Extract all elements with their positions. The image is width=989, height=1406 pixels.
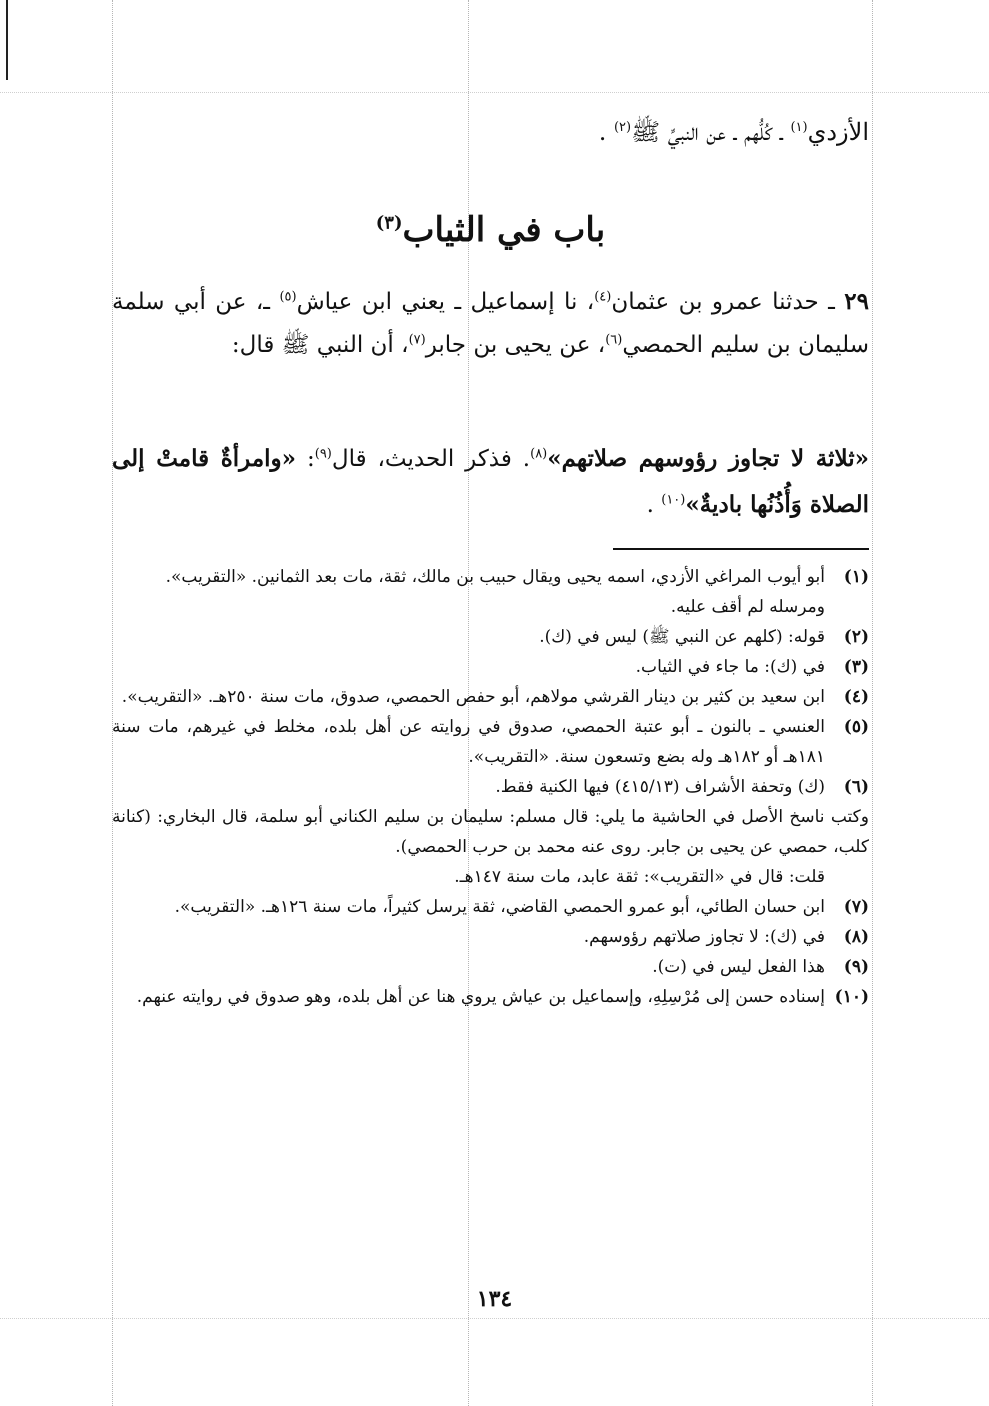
footnote-item	[112, 772, 869, 802]
footnote-item	[112, 712, 869, 772]
hadith-quote-paragraph	[112, 436, 869, 528]
section-heading	[112, 200, 869, 260]
footnote-item	[112, 652, 869, 682]
hadith-quote: «ثلاثة لا تجاوز رؤوسهم صلاتهم»	[547, 445, 869, 472]
footnote-marker: (١٠)	[661, 492, 686, 508]
scan-guide-line	[0, 92, 989, 93]
footnote-continuation: وكتب ناسخ الأصل في الحاشية ما يلي: قال مسلم: سليمان بن سليم الكناني أبو سلمة، قال البخاري: (كنانة كلب، حمصي عن يحيى بن جابر. روى عنه محمد بن حرب الحمصي).	[112, 807, 869, 857]
footnote-item	[112, 952, 869, 982]
footnote-marker: (٨)	[530, 446, 548, 462]
section-heading-text: باب في الثياب	[402, 210, 606, 250]
footnote-number: (٥)	[843, 717, 869, 737]
hadith-text: .	[646, 492, 662, 518]
footnote-text: ابن حسان الطائي، أبو عمرو الحمصي القاضي، ثقة يرسل كثيراً، مات سنة ١٢٦هـ. «التقريب».	[174, 897, 825, 917]
footnote-number: (١٠)	[834, 987, 869, 1007]
footnote-marker: (٧)	[408, 332, 426, 348]
footnote-text: في (ك): ما جاء في الثياب.	[635, 657, 825, 677]
footnote-item	[112, 622, 869, 652]
hadith-text: . فذكر الحديث، قال	[331, 446, 531, 472]
footnote-continuation: ومرسله لم أقف عليه.	[670, 597, 825, 617]
footnote-item	[112, 892, 869, 922]
hadith-text: ، أن النبي ﷺ قال:	[231, 332, 409, 358]
footnotes-section	[112, 562, 869, 1012]
continuation-line	[112, 112, 869, 152]
footnote-item	[112, 982, 869, 1012]
hadith-text: ـ، عن أبي سلمة سليمان بن سليم الحمصي	[112, 289, 869, 358]
footnote-number: (٦)	[843, 777, 869, 797]
footnote-text: أبو أيوب المراغي الأزدي، اسمه يحيى ويقال حبيب بن مالك، ثقة، مات بعد الثمانين. «التقريب».	[165, 567, 825, 587]
footnote-item	[112, 922, 869, 952]
footnote-number: (٧)	[843, 897, 869, 917]
footnote-number: (٤)	[843, 687, 869, 707]
footnote-number: (١)	[843, 567, 869, 587]
hadith-text: ، نا إسماعيل ـ يعني ابن عياش	[296, 289, 595, 315]
footnote-text: إسناده حسن إلى مُرْسِلِهِ، وإسماعيل بن عياش يروي هنا عن أهل بلده، وهو صدوق في روايته عنهم.	[136, 987, 825, 1007]
scan-guide-line	[0, 1318, 989, 1319]
continuation-text: الأزدي	[807, 118, 869, 146]
footnote-text: في (ك): لا تجاوز صلاتهم رؤوسهم.	[583, 927, 825, 947]
footnote-text: قوله: (كلهم عن النبي ﷺ) ليس في (ك).	[539, 627, 825, 647]
footnote-marker: (٩)	[314, 446, 332, 462]
hadith-quote: «وامرأةٌ قامتْ إلى الصلاة وَأُذُنُها باديةٌ»	[112, 445, 869, 518]
footnote-marker: (٣)	[375, 212, 403, 234]
footnote-text: (ك) وتحفة الأشراف (٤١٥/١٣) فيها الكنية فقط.	[495, 777, 825, 797]
footnote-text: ابن سعيد بن كثير بن دينار القرشي مولاهم، أبو حفص الحمصي، صدوق، مات سنة ٢٥٠هـ. «التقريب».	[121, 687, 825, 707]
scan-guide-line	[872, 0, 873, 1406]
footnote-text: هذا الفعل ليس في (ت).	[652, 957, 825, 977]
footnote-number: (٩)	[843, 957, 869, 977]
footnote-separator	[613, 548, 869, 550]
footnote-marker: (٦)	[605, 332, 623, 348]
footnote-number: (٨)	[843, 927, 869, 947]
footnote-marker: (١)	[790, 120, 808, 135]
continuation-text: ـ كُلُّهم ـ عن النبيِّ ﷺ	[631, 118, 791, 146]
footnote-continuation: قلت: قال في «التقريب»: ثقة عابد، مات سنة ١٤٧هـ.	[454, 867, 825, 887]
hadith-text: ـ حدثنا عمرو بن عثمان	[611, 289, 845, 315]
footnote-marker: (٤)	[594, 289, 612, 305]
hadith-text: ، عن يحيى بن جابر	[425, 332, 606, 358]
footnote-marker: (٥)	[279, 289, 297, 305]
continuation-text: .	[598, 118, 614, 146]
footnote-item	[112, 682, 869, 712]
footnote-item	[112, 562, 869, 592]
footnote-number: (٣)	[843, 657, 869, 677]
hadith-text: :	[296, 446, 315, 472]
hadith-number: ٢٩	[844, 288, 869, 315]
footnote-marker: (٢)	[613, 120, 632, 135]
footnote-text: العنسي ـ بالنون ـ أبو عتبة الحمصي، صدوق في روايته عن أهل بلده، مخلط في غيرهم، مات سنة ١٨١هـ أو ١٨٢هـ وله بضع وتسعون سنة. «التقريب».	[112, 717, 825, 767]
scan-edge-line	[6, 0, 8, 80]
footnote-number: (٢)	[843, 627, 869, 647]
hadith-paragraph	[112, 280, 869, 367]
page-number: ١٣٤	[476, 1286, 513, 1312]
